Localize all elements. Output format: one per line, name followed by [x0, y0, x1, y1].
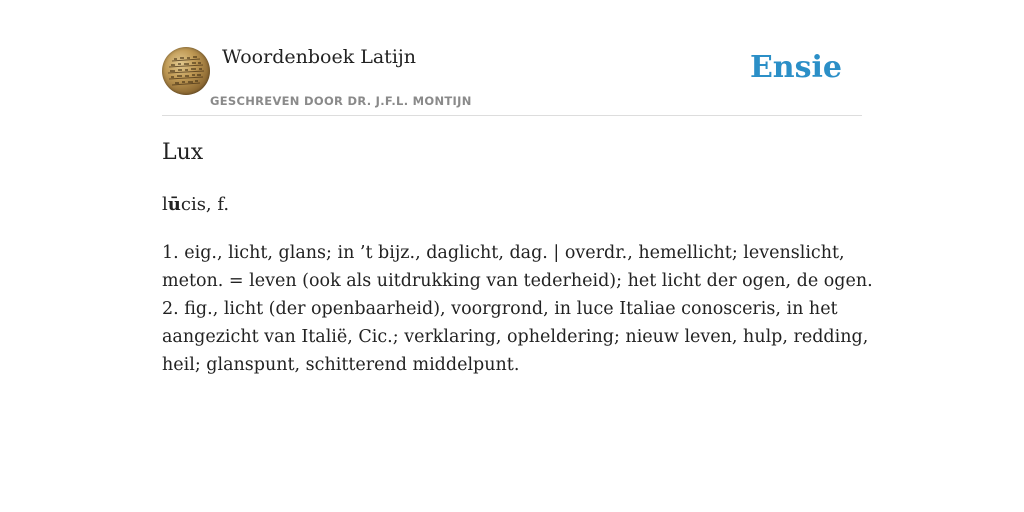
- latin-inscription-coin-icon[interactable]: [162, 47, 210, 95]
- site-header: [162, 0, 862, 116]
- page-container: [162, 0, 873, 375]
- entry-grammar: [162, 194, 229, 215]
- site-title[interactable]: Woordenboek Latijn: [222, 46, 417, 68]
- grammar-prefix: l: [162, 194, 168, 215]
- definition-line: heil; glanspunt, schitterend middelpunt.: [162, 355, 520, 375]
- entry-definition: [162, 239, 873, 379]
- ensie-brand-link[interactable]: Ensie: [749, 50, 842, 85]
- grammar-suffix: cis, f.: [180, 194, 230, 215]
- definition-line: aangezicht van Italië, Cic.; verklaring, opheldering; nieuw leven, hulp, redding,: [162, 327, 869, 347]
- grammar-long-vowel: ū: [167, 194, 181, 215]
- site-subtitle: GESCHREVEN DOOR DR. J.F.L. MONTIJN: [210, 94, 472, 108]
- definition-line: 1. eig., licht, glans; in ’t bijz., daglicht, dag. | overdr., hemellicht; levenslicht,: [162, 243, 845, 263]
- definition-line: meton. = leven (ook als uitdrukking van tederheid); het licht der ogen, de ogen.: [162, 271, 873, 291]
- definition-line: 2. fig., licht (der openbaarheid), voorgrond, in luce Italiae conosceris, in het: [162, 299, 838, 319]
- entry-title: Lux: [162, 140, 204, 165]
